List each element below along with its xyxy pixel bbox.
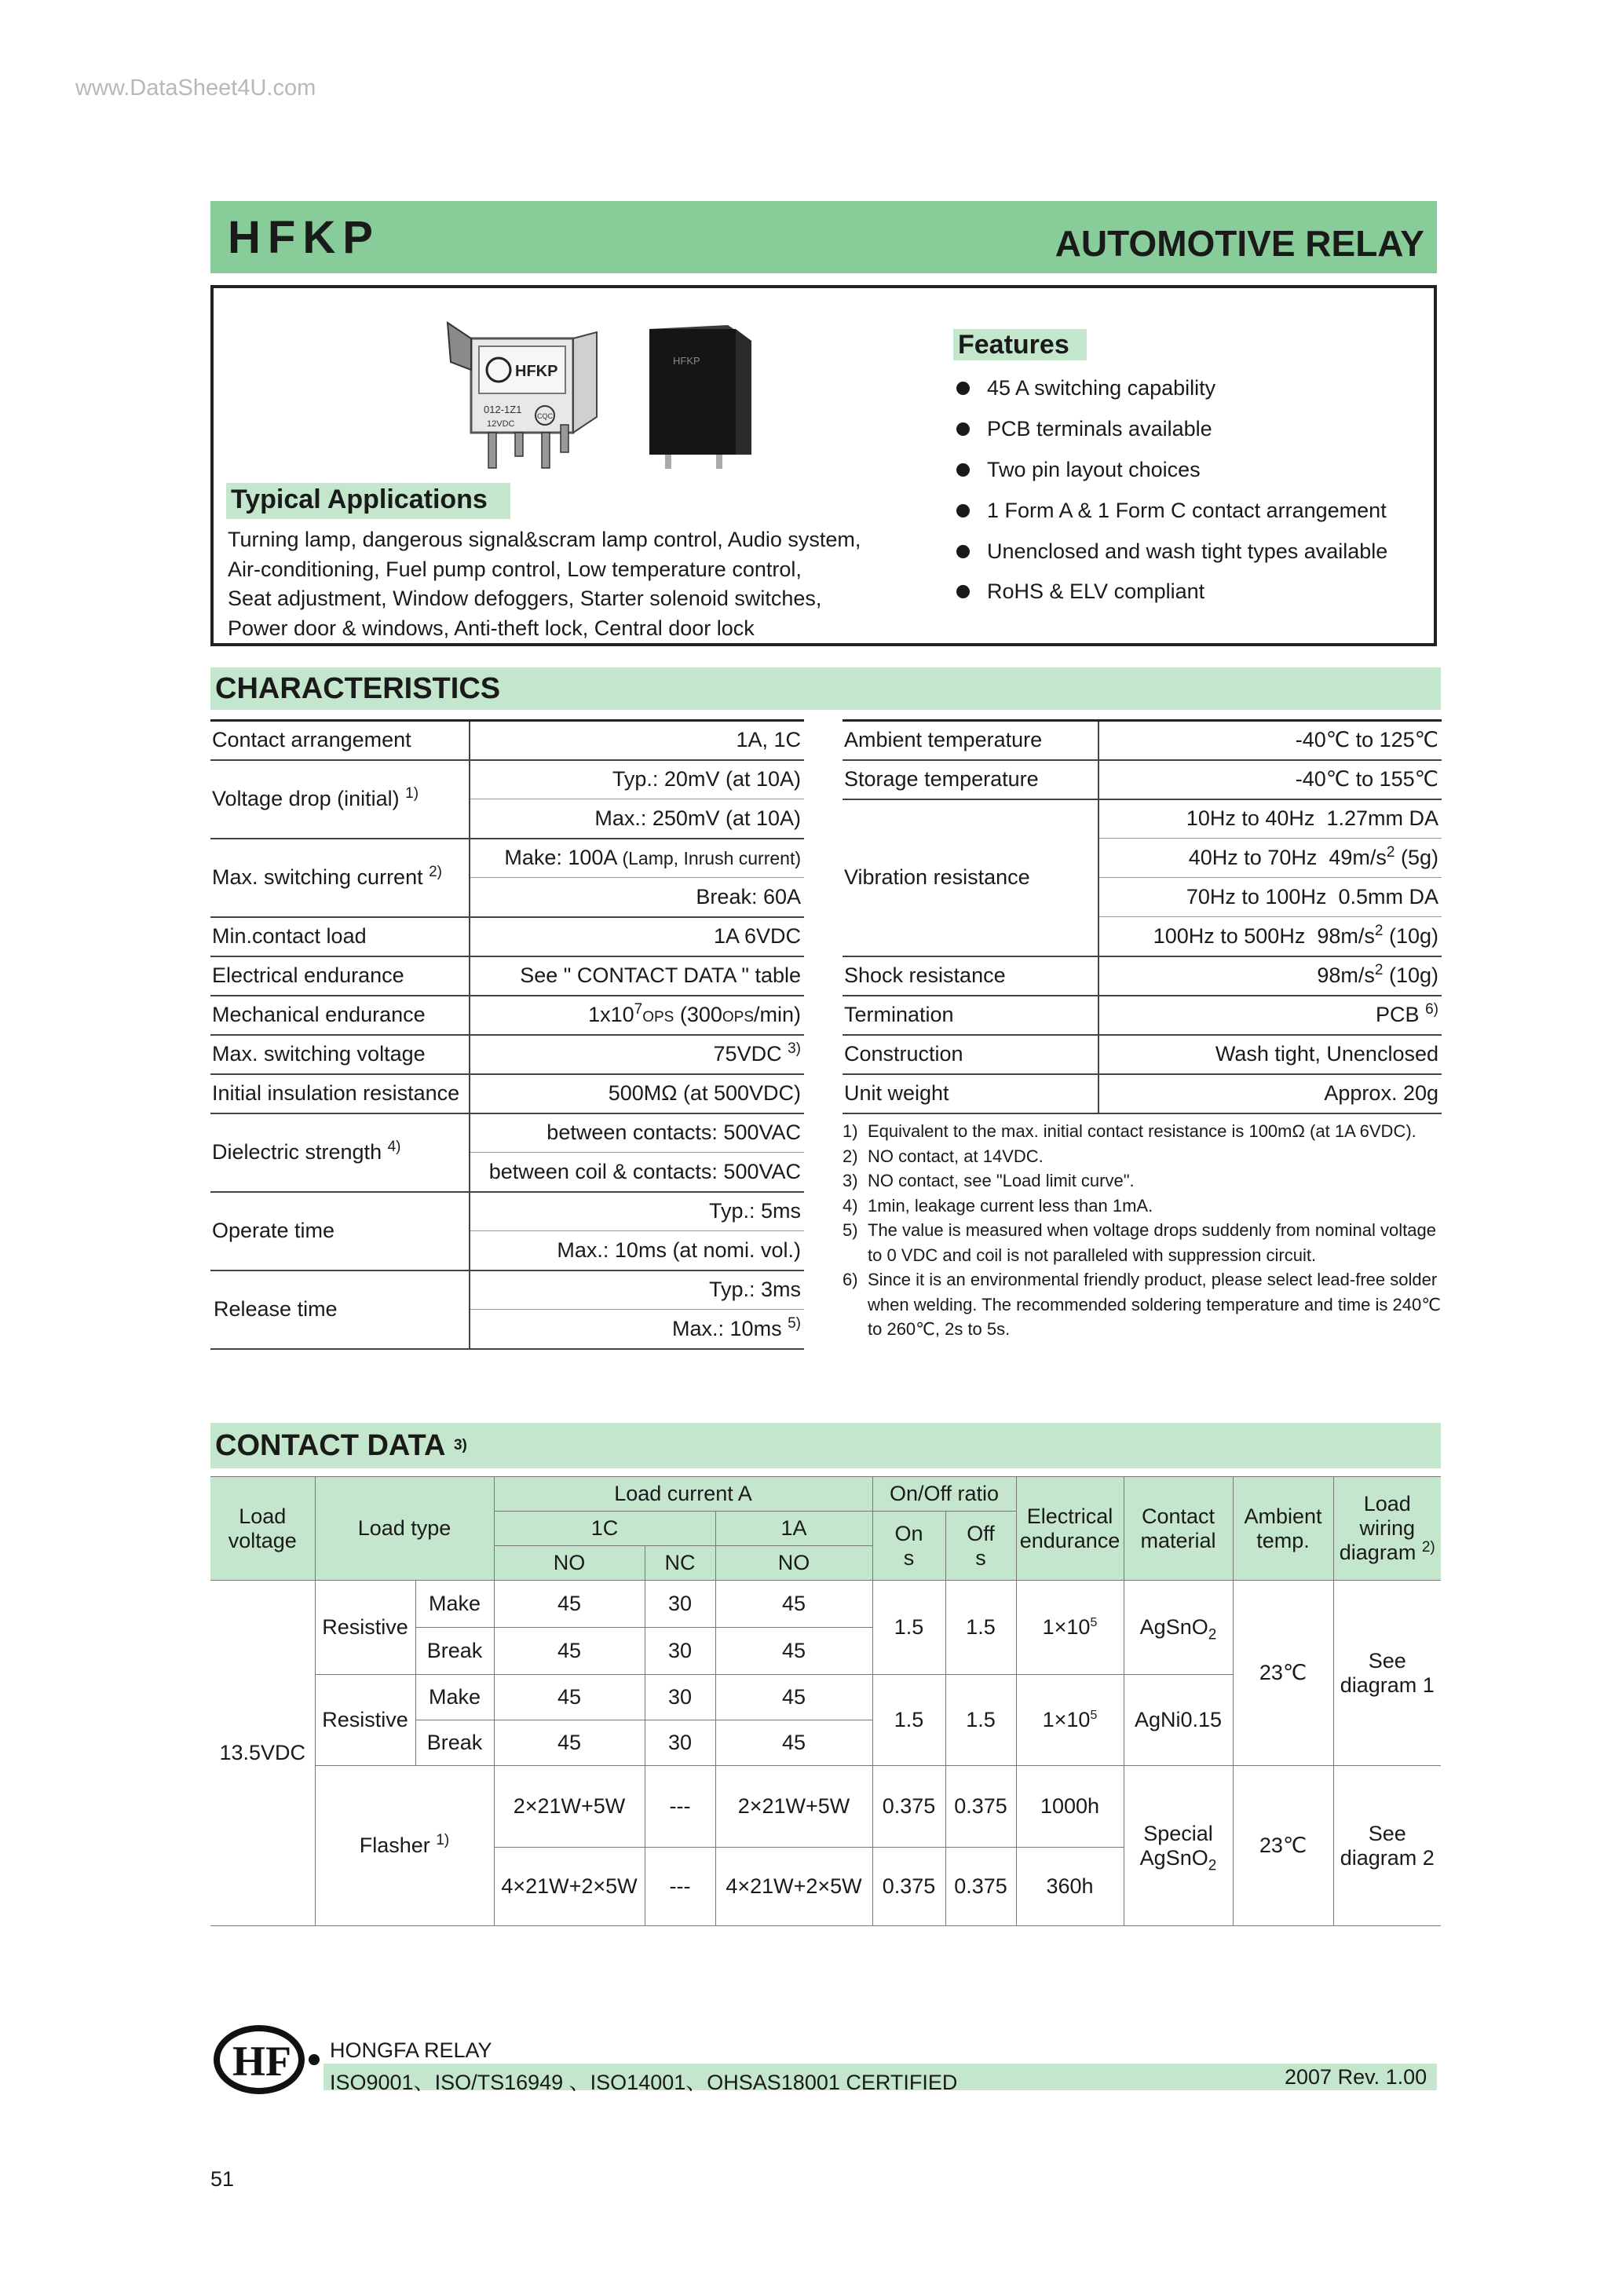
table-row: Flasher $^{1)}$ 2×21W+5W --- 2×21W+5W 0.375 0.375 1000h Special AgSnO$_2$ 23℃ See diagram 2 — [210, 1766, 1441, 1848]
application-line: Power door & windows, Anti-theft lock, Central door lock — [228, 616, 755, 640]
bullet-icon — [956, 545, 970, 558]
relay-brand-mark: HFKP — [515, 363, 558, 380]
table-row: Release time Typ.: 3ms — [210, 1270, 804, 1310]
table-row: Max. switching current $^{2)}$ Make: 100A (Lamp, Inrush current) — [210, 839, 804, 878]
table-row: Termination PCB $^{6)}$ — [843, 996, 1442, 1035]
table-header-row: Load voltage Load type Load current A On/Off ratio Electrical endurance Contact material Ambient temp. Load wiring diagram $^{2)}$ — [210, 1477, 1441, 1512]
table-header-row: 1C 1A On s Off s — [210, 1512, 1441, 1546]
table-row: Contact arrangement 1A, 1C — [210, 721, 804, 760]
relay-enclosed-brand: HFKP — [673, 355, 700, 367]
features-heading: Features — [953, 329, 1087, 360]
feature-item: 1 Form A & 1 Form C contact arrangement — [955, 490, 1387, 531]
table-row: 13.5VDC Resistive Make 45 30 45 1.5 1.5 $1\times 10^5$ AgSnO$_2$ 23℃ See diagram 1 — [210, 1581, 1441, 1628]
table-row: Min.contact load 1A 6VDC — [210, 917, 804, 956]
table-row: 70Hz to 100Hz 0.5mm DA — [843, 878, 1442, 917]
page-number: 51 — [210, 2167, 235, 2191]
table-row: Break: 60A — [210, 878, 804, 917]
characteristics-heading: CHARACTERISTICS — [210, 667, 1441, 710]
table-row: Initial insulation resistance 500MΩ (at 500VDC) — [210, 1074, 804, 1113]
table-row: Dielectric strength $^{4)}$ between contacts: 500VAC — [210, 1113, 804, 1153]
contact-data-table — [210, 1476, 1441, 1926]
characteristics-left-table — [210, 719, 804, 1350]
bullet-icon — [956, 585, 970, 598]
relay-marking-3: CQC — [537, 412, 553, 420]
table-row: Ambient temperature -40℃ to 125℃ — [843, 721, 1442, 760]
table-row: Construction Wash tight, Unenclosed — [843, 1035, 1442, 1074]
table-row: Storage temperature -40℃ to 155℃ — [843, 760, 1442, 799]
certifications: ISO9001、ISO/TS16949 、ISO14001、OHSAS18001 CERTIFIED — [330, 2071, 958, 2094]
logo-text: HF — [232, 2038, 291, 2085]
bullet-icon — [956, 463, 970, 477]
footnote: 3) NO contact, see "Load limit curve". — [843, 1171, 1135, 1190]
company-name: HONGFA RELAY — [330, 2038, 492, 2062]
feature-item: 45 A switching capability — [955, 368, 1387, 409]
table-row: Max.: 10ms (at nomi. vol.) — [210, 1231, 804, 1270]
table-row: Resistive Make 45 30 45 1.5 1.5 $1\times 10^5$ AgNi0.15 — [210, 1675, 1441, 1720]
table-row: Electrical endurance See " CONTACT DATA " table — [210, 956, 804, 996]
application-line: Air-conditioning, Fuel pump control, Low temperature control, — [228, 557, 802, 581]
table-row: Voltage drop (initial) $^{1)}$ Typ.: 20mV (at 10A) — [210, 760, 804, 799]
relay-marking-2: 12VDC — [487, 419, 515, 429]
bullet-icon — [956, 504, 970, 517]
table-row: Mechanical endurance $1x10^7OPS$ (300OPS/min) — [210, 996, 804, 1035]
typical-applications-text — [228, 525, 919, 643]
footnote: 2) NO contact, at 14VDC. — [843, 1146, 1044, 1166]
contact-data-heading: CONTACT DATA 3) — [210, 1423, 1441, 1468]
bullet-icon — [956, 422, 970, 436]
table-row: Max.: 250mV (at 10A) — [210, 799, 804, 839]
typical-applications-heading: Typical Applications — [226, 483, 510, 519]
application-line: Seat adjustment, Window defoggers, Starter solenoid switches, — [228, 587, 822, 610]
characteristics-right-table — [843, 719, 1442, 1114]
bullet-icon — [956, 382, 970, 395]
table-row: Shock resistance $98m/s^2$ (10g) — [843, 956, 1442, 996]
product-type: AUTOMOTIVE RELAY — [1055, 223, 1424, 264]
table-row: Unit weight Approx. 20g — [843, 1074, 1442, 1113]
table-row: Break 45 30 45 — [210, 1628, 1441, 1675]
watermark: www.DataSheet4U.com — [75, 75, 316, 101]
table-row: 40Hz to 70Hz $49m/s^2$ (5g) — [843, 839, 1442, 878]
table-row: Operate time Typ.: 5ms — [210, 1192, 804, 1231]
table-row: Break 45 30 45 — [210, 1720, 1441, 1766]
footnote: 5) The value is measured when voltage drops suddenly from nominal voltage to 0 VDC and coil is not paralleled with suppression circuit. — [843, 1220, 1436, 1265]
model-name: HFKP — [228, 211, 380, 263]
feature-item: Unenclosed and wash tight types available — [955, 531, 1387, 572]
hongfa-logo — [210, 2020, 320, 2099]
feature-item: PCB terminals available — [955, 409, 1387, 450]
relay-marking-1: 012-1Z1 — [484, 404, 522, 415]
table-header-row: NO NC NO — [210, 1546, 1441, 1581]
feature-item: RoHS & ELV compliant — [955, 572, 1387, 612]
relay-enclosed-image — [642, 321, 759, 470]
revision: 2007 Rev. 1.00 — [1285, 2065, 1427, 2089]
table-row: 4×21W+2×5W --- 4×21W+2×5W 0.375 0.375 360h — [210, 1848, 1441, 1926]
table-row: Max.: 10ms $^{5)}$ — [210, 1310, 804, 1349]
footnote: 6) Since it is an environmental friendly product, please select lead-free solder when welding. The recommended soldering temperature and time is 240℃ to 260℃, 2s to 5s. — [843, 1270, 1441, 1339]
table-row: between coil & contacts: 500VAC — [210, 1153, 804, 1192]
footnote: 4) 1min, leakage current less than 1mA. — [843, 1195, 1153, 1216]
application-line: Turning lamp, dangerous signal&scram lamp control, Audio system, — [228, 528, 861, 551]
features-list — [955, 368, 1387, 612]
relay-open-image — [440, 315, 620, 472]
footnote: 1) Equivalent to the max. initial contact resistance is 100mΩ (at 1A 6VDC). — [843, 1121, 1416, 1141]
table-row: Max. switching voltage 75VDC $^{3)}$ — [210, 1035, 804, 1074]
feature-item: Two pin layout choices — [955, 450, 1387, 491]
footnotes — [843, 1119, 1451, 1342]
intro-box — [210, 285, 1437, 646]
table-row: Vibration resistance 10Hz to 40Hz 1.27mm DA — [843, 799, 1442, 839]
title-bar — [210, 201, 1437, 273]
table-row: 100Hz to 500Hz $98m/s^2$ (10g) — [843, 917, 1442, 956]
